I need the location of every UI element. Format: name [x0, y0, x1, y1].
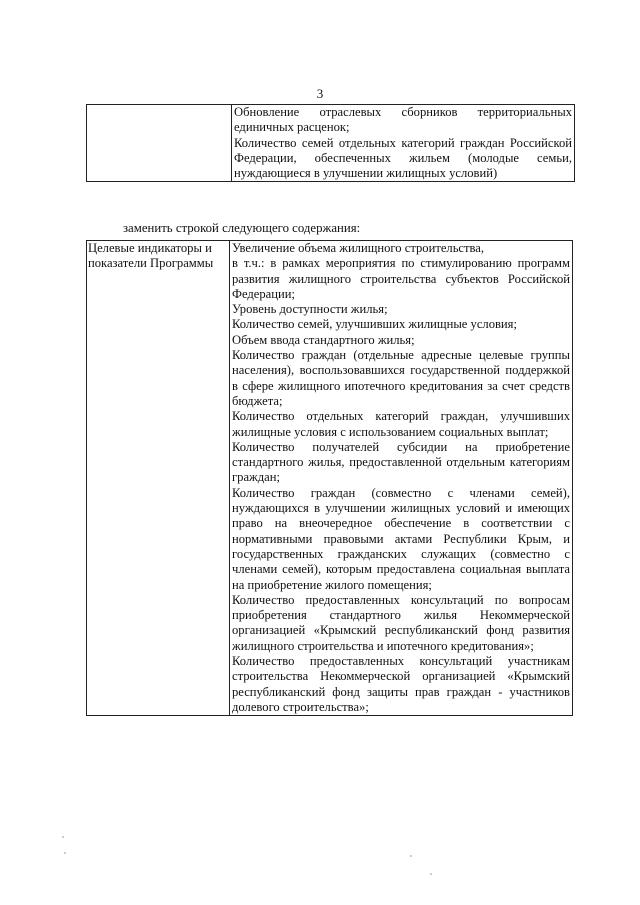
indicator-item: Количество получателей субсидии на приобретение стандартного жилья, предоставленной отдельным категориям граждан; [232, 439, 570, 485]
indicator-item: Количество семей, улучшивших жилищные условия; [232, 317, 517, 332]
indicator-item: Количество отдельных категорий граждан, улучшивших жилищные условия с использованием социальных выплат; [232, 409, 570, 439]
scan-speck [430, 873, 432, 875]
indicator-item: Количество граждан (отдельные адресные целевые группы населения), воспользовавшихся государственной поддержкой в сфере жилищного ипотечного кредитования за счет средств бюджета; [232, 348, 570, 408]
scan-speck [64, 852, 66, 854]
scan-speck [410, 855, 412, 857]
top-table-left-cell [87, 105, 232, 182]
top-table-right-cell [232, 105, 575, 182]
indicator-item: Количество предоставленных консультаций по вопросам приобретения стандартного жилья Некоммерческой организацией «Крымский республиканский фонд развития жилищного строительства и ипотечного кредитования»; [232, 592, 570, 653]
indicator-item: Увеличение объема жилищного строительства, [232, 241, 485, 255]
indicator-item: Уровень доступности жилья; [232, 302, 388, 317]
table-paragraph: Обновление отраслевых сборников территориальных единичных расценок; [234, 105, 572, 135]
indicator-item: Объем ввода стандартного жилья; [232, 332, 415, 347]
indicators-list-cell [230, 241, 573, 716]
indicators-table [86, 240, 573, 716]
scan-speck [62, 836, 64, 838]
indicator-item: в т.ч.: в рамках мероприятия по стимулированию программ развития жилищного строительства субъектов Российской Федерации; [232, 256, 570, 301]
replace-instruction: заменить строкой следующего содержания: [123, 221, 361, 235]
top-table [86, 104, 575, 182]
indicators-label: Целевые индикаторы и показатели Программы [88, 241, 214, 271]
indicators-label-cell [87, 241, 230, 716]
table-row [87, 105, 575, 182]
table-paragraph: Количество семей отдельных категорий граждан Российской Федерации, обеспеченных жильем (молодые семьи, нуждающиеся в улучшении жилищных условий) [234, 135, 572, 181]
indicator-item: Количество предоставленных консультаций участникам строительства Некоммерческой организацией «Крымский республиканский фонд защиты прав граждан - участников долевого строительства»; [232, 654, 570, 714]
indicator-item: Количество граждан (совместно с членами семей), нуждающихся в улучшении жилищных условий и имеющих право на внеочередное обеспечение в соответствии с нормативными правовыми актами Республики Крым, и государственных гражданских служащих (совместно с членами семей), которым предоставлена социальная выплата на приобретение жилого помещения; [232, 485, 570, 592]
page-number: 3 [316, 86, 324, 101]
table-row [87, 241, 573, 716]
